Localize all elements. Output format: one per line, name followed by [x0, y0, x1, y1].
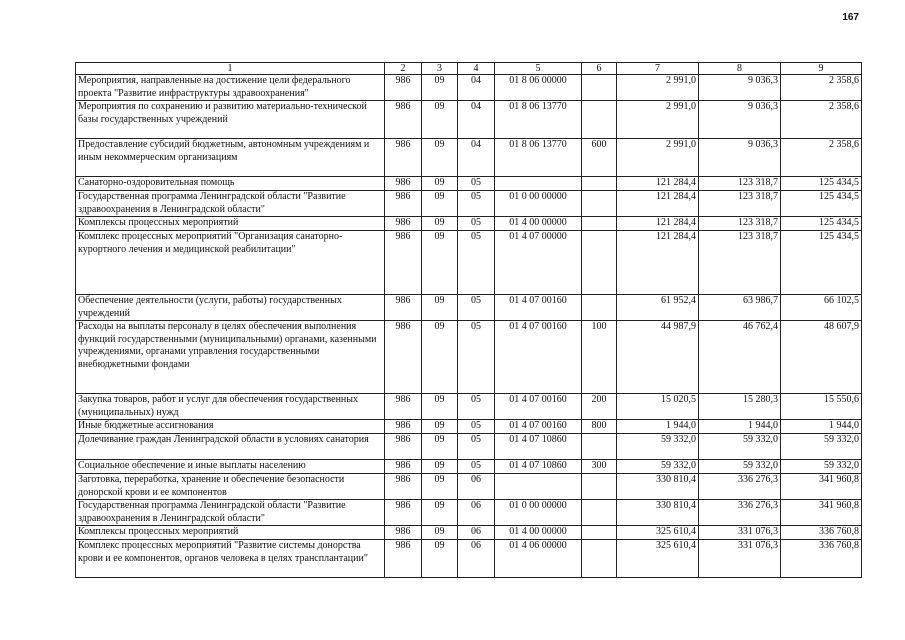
- cell-pr: 06: [458, 540, 495, 578]
- cell-pr: 05: [458, 321, 495, 394]
- cell-ved: 986: [385, 500, 422, 526]
- cell-vr: [582, 474, 617, 500]
- cell-csr: 01 4 07 00160: [495, 295, 582, 321]
- cell-rz: 09: [422, 177, 458, 191]
- cell-vr: 600: [582, 139, 617, 177]
- cell-ved: 986: [385, 191, 422, 217]
- cell-name: Комплексы процессных мероприятий: [76, 526, 385, 540]
- cell-ved: 986: [385, 420, 422, 434]
- table-row: [76, 191, 862, 217]
- table-row: [76, 139, 862, 177]
- cell-name: Иные бюджетные ассигнования: [76, 420, 385, 434]
- column-header: 3: [422, 63, 458, 75]
- cell-vr: [582, 191, 617, 217]
- cell-pr: 05: [458, 394, 495, 420]
- cell-pr: 04: [458, 139, 495, 177]
- cell-csr: 01 4 07 00160: [495, 394, 582, 420]
- cell-ved: 986: [385, 139, 422, 177]
- cell-rz: 09: [422, 460, 458, 474]
- column-header: 8: [699, 63, 781, 75]
- cell-amount-2: 59 332,0: [699, 460, 781, 474]
- cell-name: Государственная программа Ленинградской области "Развитие здравоохранения в Ленинградской области": [76, 500, 385, 526]
- cell-amount-3: 59 332,0: [781, 460, 862, 474]
- cell-amount-1: 1 944,0: [617, 420, 699, 434]
- cell-rz: 09: [422, 420, 458, 434]
- cell-rz: 09: [422, 75, 458, 101]
- cell-name: Предоставление субсидий бюджетным, автономным учреждениям и иным некоммерческим организациям: [76, 139, 385, 177]
- cell-amount-3: 125 434,5: [781, 217, 862, 231]
- cell-amount-1: 330 810,4: [617, 474, 699, 500]
- cell-rz: 09: [422, 295, 458, 321]
- table-row: [76, 75, 862, 101]
- cell-name: Государственная программа Ленинградской области "Развитие здравоохранения в Ленинградской области": [76, 191, 385, 217]
- cell-amount-3: 341 960,8: [781, 500, 862, 526]
- table-row: [76, 394, 862, 420]
- column-header: 4: [458, 63, 495, 75]
- cell-name: Заготовка, переработка, хранение и обеспечение безопасности донорской крови и ее компонентов: [76, 474, 385, 500]
- table-body: [76, 75, 862, 578]
- cell-name: Мероприятия, направленные на достижение цели федерального проекта "Развитие инфраструктуры здравоохранения": [76, 75, 385, 101]
- cell-ved: 986: [385, 217, 422, 231]
- cell-ved: 986: [385, 101, 422, 139]
- cell-amount-3: 125 434,5: [781, 231, 862, 295]
- cell-csr: [495, 474, 582, 500]
- table-row: [76, 420, 862, 434]
- cell-pr: 06: [458, 500, 495, 526]
- cell-pr: 06: [458, 526, 495, 540]
- cell-rz: 09: [422, 500, 458, 526]
- table-row: [76, 460, 862, 474]
- cell-amount-3: 2 358,6: [781, 101, 862, 139]
- table-row: [76, 321, 862, 394]
- cell-vr: 800: [582, 420, 617, 434]
- cell-amount-2: 9 036,3: [699, 75, 781, 101]
- cell-pr: 06: [458, 474, 495, 500]
- cell-amount-3: 125 434,5: [781, 191, 862, 217]
- cell-rz: 09: [422, 139, 458, 177]
- column-header: 7: [617, 63, 699, 75]
- cell-csr: 01 8 06 13770: [495, 139, 582, 177]
- cell-amount-1: 59 332,0: [617, 460, 699, 474]
- cell-amount-2: 15 280,3: [699, 394, 781, 420]
- table-row: [76, 474, 862, 500]
- cell-vr: [582, 177, 617, 191]
- table-row: [76, 526, 862, 540]
- cell-csr: 01 4 00 00000: [495, 217, 582, 231]
- cell-csr: 01 0 00 00000: [495, 500, 582, 526]
- cell-amount-3: 336 760,8: [781, 526, 862, 540]
- cell-ved: 986: [385, 460, 422, 474]
- table-row: [76, 231, 862, 295]
- cell-amount-3: 125 434,5: [781, 177, 862, 191]
- cell-amount-3: 2 358,6: [781, 75, 862, 101]
- cell-csr: 01 4 07 00160: [495, 420, 582, 434]
- table-row: [76, 434, 862, 460]
- cell-name: Расходы на выплаты персоналу в целях обеспечения выполнения функций государственными (муниципальными) органами, казенными учреждениями, органами управления государственными внебюджетными фондами: [76, 321, 385, 394]
- cell-amount-1: 121 284,4: [617, 191, 699, 217]
- table-row: [76, 295, 862, 321]
- table-row: [76, 217, 862, 231]
- cell-amount-2: 336 276,3: [699, 500, 781, 526]
- cell-ved: 986: [385, 394, 422, 420]
- cell-pr: 05: [458, 295, 495, 321]
- cell-amount-2: 123 318,7: [699, 217, 781, 231]
- cell-ved: 986: [385, 321, 422, 394]
- cell-pr: 04: [458, 101, 495, 139]
- cell-csr: 01 4 07 10860: [495, 460, 582, 474]
- cell-rz: 09: [422, 540, 458, 578]
- cell-vr: [582, 500, 617, 526]
- table-row: [76, 540, 862, 578]
- cell-amount-2: 59 332,0: [699, 434, 781, 460]
- cell-pr: 05: [458, 191, 495, 217]
- table-row: [76, 177, 862, 191]
- cell-csr: 01 4 06 00000: [495, 540, 582, 578]
- table-row: [76, 500, 862, 526]
- cell-amount-1: 121 284,4: [617, 177, 699, 191]
- cell-amount-3: 1 944,0: [781, 420, 862, 434]
- cell-vr: [582, 526, 617, 540]
- cell-name: Комплекс процессных мероприятий "Развитие системы донорства крови и ее компонентов, органов человека в целях трансплантации": [76, 540, 385, 578]
- cell-amount-3: 66 102,5: [781, 295, 862, 321]
- cell-amount-2: 123 318,7: [699, 231, 781, 295]
- cell-vr: [582, 434, 617, 460]
- cell-pr: 04: [458, 75, 495, 101]
- cell-ved: 986: [385, 75, 422, 101]
- cell-amount-3: 341 960,8: [781, 474, 862, 500]
- cell-pr: 05: [458, 460, 495, 474]
- cell-pr: 05: [458, 434, 495, 460]
- page-number: 167: [842, 12, 859, 23]
- cell-name: Санаторно-оздоровительная помощь: [76, 177, 385, 191]
- cell-vr: [582, 540, 617, 578]
- cell-ved: 986: [385, 526, 422, 540]
- cell-name: Долечивание граждан Ленинградской области в условиях санатория: [76, 434, 385, 460]
- cell-rz: 09: [422, 231, 458, 295]
- cell-vr: [582, 231, 617, 295]
- cell-amount-1: 121 284,4: [617, 217, 699, 231]
- cell-amount-2: 9 036,3: [699, 139, 781, 177]
- cell-amount-2: 336 276,3: [699, 474, 781, 500]
- cell-rz: 09: [422, 394, 458, 420]
- cell-amount-3: 59 332,0: [781, 434, 862, 460]
- cell-amount-2: 331 076,3: [699, 540, 781, 578]
- cell-amount-1: 325 610,4: [617, 540, 699, 578]
- cell-vr: [582, 75, 617, 101]
- table-row: [76, 101, 862, 139]
- cell-amount-1: 44 987,9: [617, 321, 699, 394]
- cell-vr: 100: [582, 321, 617, 394]
- cell-rz: 09: [422, 526, 458, 540]
- cell-amount-1: 15 020,5: [617, 394, 699, 420]
- cell-amount-1: 2 991,0: [617, 101, 699, 139]
- column-header: 9: [781, 63, 862, 75]
- cell-vr: [582, 217, 617, 231]
- cell-name: Обеспечение деятельности (услуги, работы) государственных учреждений: [76, 295, 385, 321]
- cell-amount-2: 9 036,3: [699, 101, 781, 139]
- cell-rz: 09: [422, 101, 458, 139]
- cell-amount-1: 121 284,4: [617, 231, 699, 295]
- cell-amount-2: 331 076,3: [699, 526, 781, 540]
- cell-rz: 09: [422, 321, 458, 394]
- cell-amount-3: 48 607,9: [781, 321, 862, 394]
- cell-vr: 300: [582, 460, 617, 474]
- cell-amount-3: 15 550,6: [781, 394, 862, 420]
- cell-pr: 05: [458, 177, 495, 191]
- cell-name: Мероприятия по сохранению и развитию материально-технической базы государственных учреждений: [76, 101, 385, 139]
- cell-amount-2: 46 762,4: [699, 321, 781, 394]
- cell-amount-1: 330 810,4: [617, 500, 699, 526]
- cell-rz: 09: [422, 474, 458, 500]
- cell-amount-3: 336 760,8: [781, 540, 862, 578]
- cell-amount-3: 2 358,6: [781, 139, 862, 177]
- cell-csr: 01 0 00 00000: [495, 191, 582, 217]
- cell-ved: 986: [385, 177, 422, 191]
- cell-amount-1: 2 991,0: [617, 75, 699, 101]
- table-header-row: [76, 63, 862, 75]
- cell-pr: 05: [458, 231, 495, 295]
- cell-amount-2: 123 318,7: [699, 177, 781, 191]
- cell-amount-2: 63 986,7: [699, 295, 781, 321]
- column-header: 5: [495, 63, 582, 75]
- cell-csr: 01 4 07 00160: [495, 321, 582, 394]
- cell-amount-1: 59 332,0: [617, 434, 699, 460]
- cell-pr: 05: [458, 420, 495, 434]
- cell-ved: 986: [385, 540, 422, 578]
- cell-csr: [495, 177, 582, 191]
- cell-rz: 09: [422, 434, 458, 460]
- cell-name: Комплексы процессных мероприятий: [76, 217, 385, 231]
- cell-vr: [582, 295, 617, 321]
- cell-amount-1: 325 610,4: [617, 526, 699, 540]
- cell-name: Закупка товаров, работ и услуг для обеспечения государственных (муниципальных) нужд: [76, 394, 385, 420]
- cell-rz: 09: [422, 191, 458, 217]
- cell-ved: 986: [385, 474, 422, 500]
- cell-ved: 986: [385, 434, 422, 460]
- cell-csr: 01 4 00 00000: [495, 526, 582, 540]
- cell-ved: 986: [385, 295, 422, 321]
- cell-csr: 01 4 07 00000: [495, 231, 582, 295]
- cell-csr: 01 8 06 00000: [495, 75, 582, 101]
- cell-amount-1: 2 991,0: [617, 139, 699, 177]
- cell-vr: [582, 101, 617, 139]
- cell-vr: 200: [582, 394, 617, 420]
- cell-csr: 01 4 07 10860: [495, 434, 582, 460]
- cell-amount-1: 61 952,4: [617, 295, 699, 321]
- cell-csr: 01 8 06 13770: [495, 101, 582, 139]
- cell-name: Комплекс процессных мероприятий "Организация санаторно-курортного лечения и медицинской реабилитации": [76, 231, 385, 295]
- cell-amount-2: 123 318,7: [699, 191, 781, 217]
- cell-rz: 09: [422, 217, 458, 231]
- cell-pr: 05: [458, 217, 495, 231]
- column-header: 1: [76, 63, 385, 75]
- cell-name: Социальное обеспечение и иные выплаты населению: [76, 460, 385, 474]
- column-header: 2: [385, 63, 422, 75]
- cell-amount-2: 1 944,0: [699, 420, 781, 434]
- budget-table: [75, 62, 862, 578]
- column-header: 6: [582, 63, 617, 75]
- cell-ved: 986: [385, 231, 422, 295]
